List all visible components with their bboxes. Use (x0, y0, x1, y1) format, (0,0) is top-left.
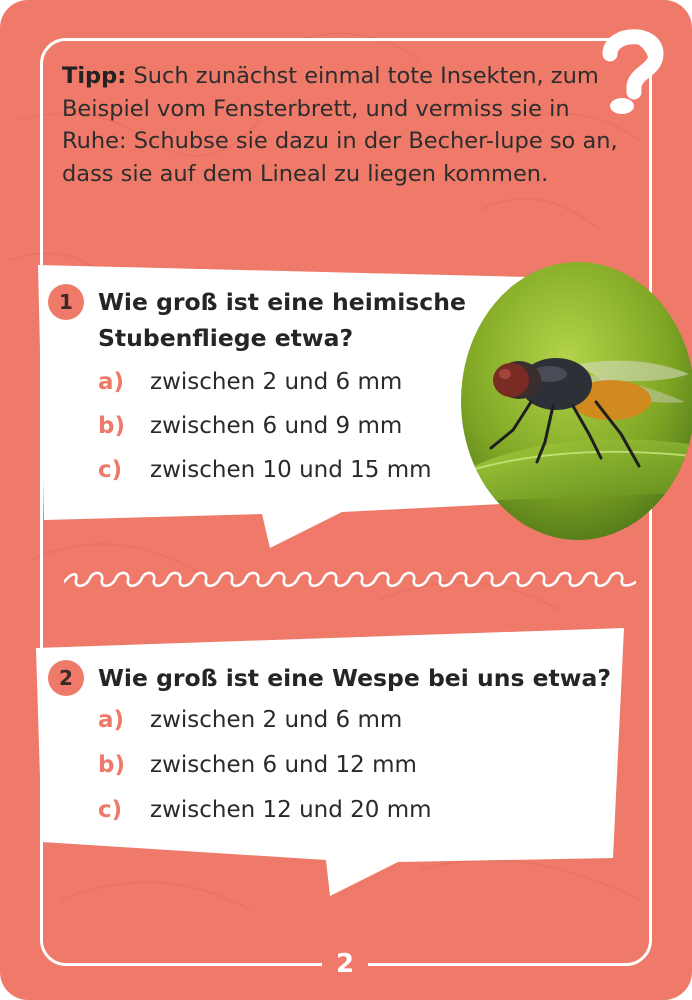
page-number-box (322, 946, 368, 982)
question-1-option-b[interactable] (98, 409, 402, 443)
option-text: zwischen 6 und 12 mm (150, 752, 417, 778)
option-text: zwischen 6 und 9 mm (150, 413, 403, 439)
tip-body: Such zunächst einmal tote Insekten, zum Beispiel vom Fensterbrett, und vermiss sie in Ruhe: Schubse sie dazu in der Becher-lupe so an, dass sie auf dem Lineal zu liegen kommen. (62, 63, 618, 187)
option-text: zwischen 10 und 15 mm (150, 457, 432, 483)
question-1-option-a[interactable] (98, 365, 402, 399)
question-2-line-1: Wie groß ist eine Wespe bei uns etwa? (98, 664, 611, 692)
option-letter: b) (98, 752, 125, 778)
question-1-line-2: Stubenfliege etwa? (98, 324, 354, 352)
tip-label: Tipp: (62, 63, 127, 89)
option-text: zwischen 2 und 6 mm (150, 369, 403, 395)
question-2-number: 2 (48, 660, 84, 696)
option-letter: c) (98, 457, 123, 483)
option-text: zwischen 2 und 6 mm (150, 707, 403, 733)
option-letter: a) (98, 369, 125, 395)
question-1-number: 1 (48, 284, 84, 320)
housefly-photo (461, 262, 692, 540)
question-2-option-c[interactable] (98, 793, 432, 827)
question-1-option-c[interactable] (98, 453, 432, 487)
question-2-option-a[interactable] (98, 703, 402, 737)
option-text: zwischen 12 und 20 mm (150, 797, 432, 823)
page-number: 2 (335, 949, 355, 979)
option-letter: a) (98, 707, 125, 733)
squiggle-divider (64, 568, 636, 592)
question-1-line-1: Wie groß ist eine heimische (98, 288, 466, 316)
option-letter: b) (98, 413, 125, 439)
question-2-option-b[interactable] (98, 748, 417, 782)
option-letter: c) (98, 797, 123, 823)
